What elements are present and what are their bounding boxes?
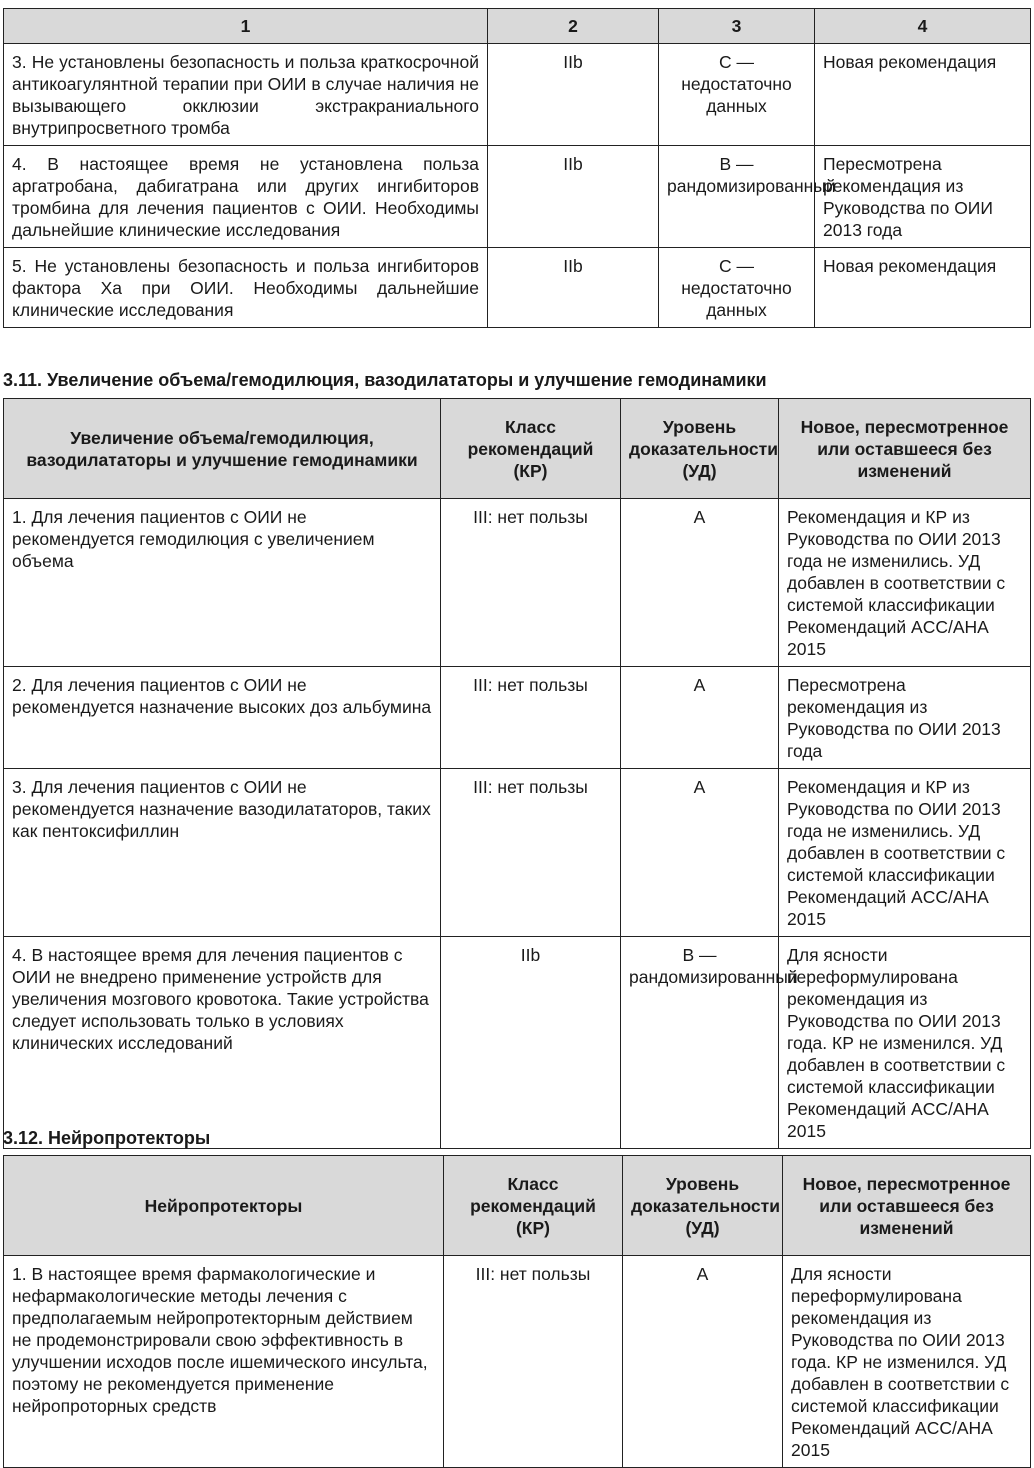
section-heading-3-12: 3.12. Нейропротекторы — [3, 1128, 211, 1148]
class-cell: IIb — [488, 44, 659, 146]
recommendation-cell: 3. Для лечения пациентов с ОИИ не рекомендуется назначение вазодилататоров, таких как пентоксифиллин — [4, 769, 441, 937]
column-header: Новое, пересмотренное или оставшееся без изменений — [779, 399, 1031, 499]
recommendation-cell: 1. Для лечения пациентов с ОИИ не рекомендуется гемодилюция с увеличением объема — [4, 499, 441, 667]
table-row — [4, 667, 1031, 769]
recommendation-cell: 2. Для лечения пациентов с ОИИ не рекомендуется назначение высоких доз альбумина — [4, 667, 441, 769]
class-cell: III: нет пользы — [441, 667, 621, 769]
table-section-3-12 — [3, 1155, 1031, 1468]
column-header: Увеличение объема/гемодилюция, вазодилататоры и улучшение гемодинамики — [4, 399, 441, 499]
status-cell: Для ясности переформулирована рекомендация из Руководства по ОИИ 2013 года. КР не изменился. УД добавлен в соответствии с системой классификации Рекомендаций ACC/AHA 2015 — [779, 937, 1031, 1149]
table-row — [4, 769, 1031, 937]
recommendation-cell: 3. Не установлены безопасность и польза краткосрочной антикоагулянтной терапии при ОИИ в случае наличия не вызывающего окклюзии экстракраниального внутрипросветного тромба — [4, 44, 488, 146]
level-cell: A — [621, 769, 779, 937]
column-header: 2 — [488, 9, 659, 44]
status-cell: Пересмотрена рекомендация из Руководства по ОИИ 2013 года — [815, 146, 1031, 248]
level-cell: B — рандомизированный — [621, 937, 779, 1149]
level-cell: C — недостаточно данных — [659, 248, 815, 328]
recommendation-cell: 4. В настоящее время не установлена польза аргатробана, дабигатрана или других ингибиторов тромбина для лечения пациентов с ОИИ. Необходимы дальнейшие клинические исследования — [4, 146, 488, 248]
table-header-row — [4, 1156, 1031, 1256]
class-cell: III: нет пользы — [441, 769, 621, 937]
table-header-row — [4, 399, 1031, 499]
column-header: 3 — [659, 9, 815, 44]
column-header: Уровень доказательности (УД) — [621, 399, 779, 499]
class-cell: III: нет пользы — [444, 1256, 623, 1468]
table-row — [4, 1256, 1031, 1468]
recommendation-cell: 4. В настоящее время для лечения пациентов с ОИИ не внедрено применение устройств для увеличения мозгового кровотока. Такие устройства следует использовать только в условиях клинических исследований — [4, 937, 441, 1149]
column-header: 1 — [4, 9, 488, 44]
column-header: Новое, пересмотренное или оставшееся без изменений — [783, 1156, 1031, 1256]
recommendation-cell: 5. Не установлены безопасность и польза ингибиторов фактора Xa при ОИИ. Необходимы дальнейшие клинические исследования — [4, 248, 488, 328]
class-cell: IIb — [488, 146, 659, 248]
table-row — [4, 44, 1031, 146]
column-header: 4 — [815, 9, 1031, 44]
table-header-row — [4, 9, 1031, 44]
table-row — [4, 146, 1031, 248]
table-continued — [3, 8, 1031, 328]
status-cell: Новая рекомендация — [815, 248, 1031, 328]
class-cell: III: нет пользы — [441, 499, 621, 667]
column-header: Класс рекомендаций (КР) — [441, 399, 621, 499]
level-cell: C — недостаточно данных — [659, 44, 815, 146]
table-row — [4, 937, 1031, 1149]
status-cell: Рекомендация и КР из Руководства по ОИИ 2013 года не изменились. УД добавлен в соответствии с системой классификации Рекомендаций ACC/AHA 2015 — [779, 769, 1031, 937]
column-header: Класс рекомендаций (КР) — [444, 1156, 623, 1256]
class-cell: IIb — [488, 248, 659, 328]
level-cell: A — [621, 499, 779, 667]
status-cell: Пересмотрена рекомендация из Руководства по ОИИ 2013 года — [779, 667, 1031, 769]
status-cell: Новая рекомендация — [815, 44, 1031, 146]
table-row — [4, 248, 1031, 328]
level-cell: B — рандомизированный — [659, 146, 815, 248]
class-cell: IIb — [441, 937, 621, 1149]
status-cell: Для ясности переформулирована рекомендация из Руководства по ОИИ 2013 года. КР не изменился. УД добавлен в соответствии с системой классификации Рекомендаций ACC/AHA 2015 — [783, 1256, 1031, 1468]
level-cell: A — [623, 1256, 783, 1468]
column-header: Уровень доказательности (УД) — [623, 1156, 783, 1256]
column-header: Нейропротекторы — [4, 1156, 444, 1256]
table-section-3-11 — [3, 398, 1031, 1149]
recommendation-cell: 1. В настоящее время фармакологические и нефармакологические методы лечения с предполагаемым нейропротекторным действием не продемонстрировали свою эффективность в улучшении исходов после ишемического инсульта, поэтому не рекомендуется применение нейропроторных средств — [4, 1256, 444, 1468]
level-cell: A — [621, 667, 779, 769]
table-row — [4, 499, 1031, 667]
status-cell: Рекомендация и КР из Руководства по ОИИ 2013 года не изменились. УД добавлен в соответствии с системой классификации Рекомендаций ACC/AHA 2015 — [779, 499, 1031, 667]
section-heading-3-11: 3.11. Увеличение объема/гемодилюция, вазодилататоры и улучшение гемодинамики — [3, 370, 767, 390]
